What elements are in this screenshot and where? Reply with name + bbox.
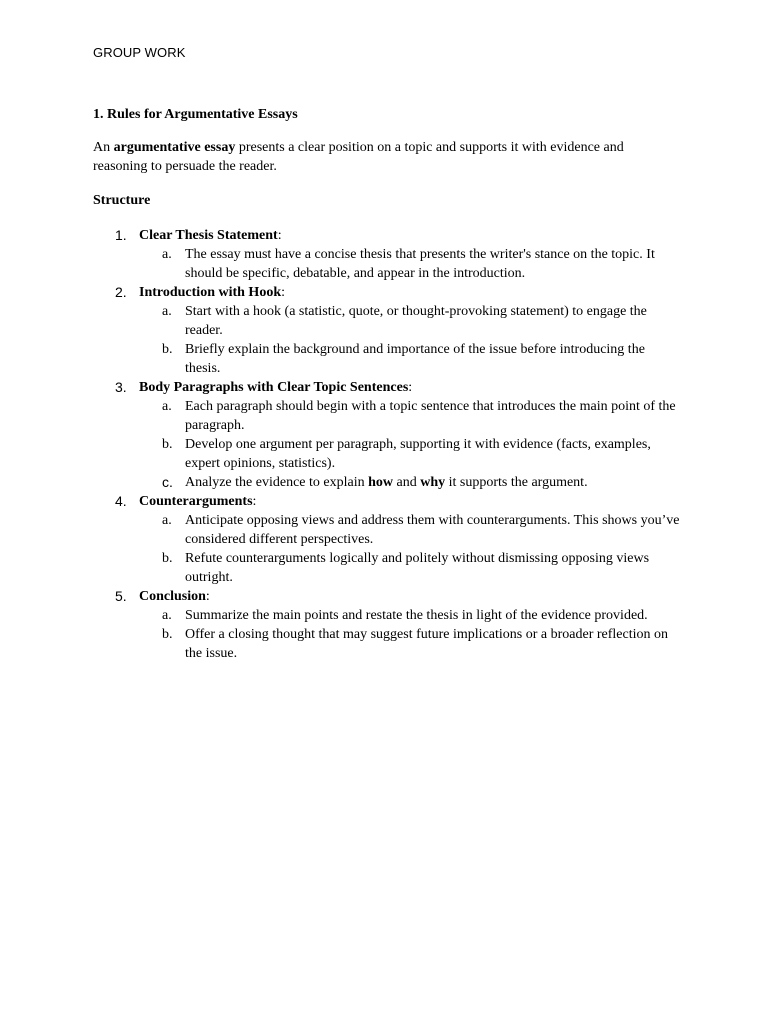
sub-item-marker: a. <box>162 399 172 414</box>
list-item-title-text: Conclusion <box>139 589 206 604</box>
list-item-number: 5. <box>115 588 127 604</box>
list-item-colon: : <box>252 494 257 509</box>
structure-heading: Structure <box>93 193 151 208</box>
sub-item-marker: a. <box>162 608 172 623</box>
sub-item <box>93 473 683 492</box>
list-item-number: 1. <box>115 227 127 243</box>
sub-item-fragment: Analyze the evidence to explain <box>185 475 369 490</box>
list-item-number: 4. <box>115 493 127 509</box>
sub-item-text: The essay must have a concise thesis that presents the writer's stance on the topic. It should be specific, debatable, and appear in the introduction. <box>185 247 655 281</box>
sub-item <box>93 340 683 378</box>
sub-item <box>93 245 683 283</box>
section-title: 1. Rules for Argumentative Essays <box>93 107 298 122</box>
sub-item-marker: b. <box>162 342 173 357</box>
sub-item-marker: a. <box>162 304 172 319</box>
list-item-title-text: Counterarguments <box>139 494 253 509</box>
sub-item-marker: b. <box>162 551 173 566</box>
sub-item-text: Anticipate opposing views and address them with counterarguments. This shows you’ve considered different perspectives. <box>185 513 680 547</box>
sub-item-fragment: it supports the argument. <box>445 475 588 490</box>
sub-item <box>93 511 683 549</box>
list-item-title-text: Introduction with Hook <box>139 285 282 300</box>
sub-item-text: Each paragraph should begin with a topic sentence that introduces the main point of the paragraph. <box>185 399 676 433</box>
sub-item <box>93 302 683 340</box>
list-item-title <box>139 378 412 397</box>
emphasis-word: why <box>420 475 446 490</box>
sub-item-text: Start with a hook (a statistic, quote, or thought-provoking statement) to engage the reader. <box>185 304 647 338</box>
sub-item-marker: b. <box>162 627 173 642</box>
list-item-title <box>139 587 210 606</box>
sub-item <box>93 625 683 663</box>
sub-item-text: Refute counterarguments logically and politely without dismissing opposing views outright. <box>185 551 650 585</box>
page-header: GROUP WORK <box>93 45 186 60</box>
list-item-title-text: Clear Thesis Statement <box>139 228 278 243</box>
list-item-title <box>139 492 256 511</box>
sub-item-marker: a. <box>162 247 172 262</box>
sub-item <box>93 435 683 473</box>
sub-item-marker: c. <box>162 474 173 490</box>
sub-item-text: Summarize the main points and restate the thesis in light of the evidence provided. <box>185 608 648 623</box>
sub-item-text <box>185 473 683 492</box>
sub-item-marker: b. <box>162 437 173 452</box>
list-item-number: 2. <box>115 284 127 300</box>
sub-item <box>93 397 683 435</box>
intro-suffix: presents a clear position on a topic and supports it with evidence and reasoning to persuade the reader. <box>93 140 624 174</box>
list-item <box>93 378 683 397</box>
structure-list <box>93 226 683 663</box>
sub-item <box>93 549 683 587</box>
sub-item <box>93 606 683 625</box>
list-item-colon: : <box>205 589 210 604</box>
list-item-number: 3. <box>115 379 127 395</box>
list-item <box>93 283 683 302</box>
sub-item-text: Briefly explain the background and importance of the issue before introducing the thesis. <box>185 342 645 376</box>
intro-paragraph <box>93 138 673 176</box>
list-item <box>93 587 683 606</box>
list-item <box>93 226 683 245</box>
sub-item-text: Offer a closing thought that may suggest future implications or a broader reflection on the issue. <box>185 627 668 661</box>
sub-item-text: Develop one argument per paragraph, supporting it with evidence (facts, examples, expert opinions, statistics). <box>185 437 651 471</box>
intro-prefix: An <box>93 140 114 155</box>
list-item-title <box>139 283 285 302</box>
emphasis-word: how <box>368 475 393 490</box>
list-item-title <box>139 226 282 245</box>
list-item <box>93 492 683 511</box>
list-item-title-text: Body Paragraphs with Clear Topic Sentences <box>139 380 409 395</box>
list-item-colon: : <box>408 380 413 395</box>
sub-item-fragment: and <box>393 475 421 490</box>
list-item-colon: : <box>281 285 285 300</box>
sub-item-marker: a. <box>162 513 172 528</box>
intro-bold-term: argumentative essay <box>113 140 236 155</box>
list-item-colon: : <box>277 228 282 243</box>
